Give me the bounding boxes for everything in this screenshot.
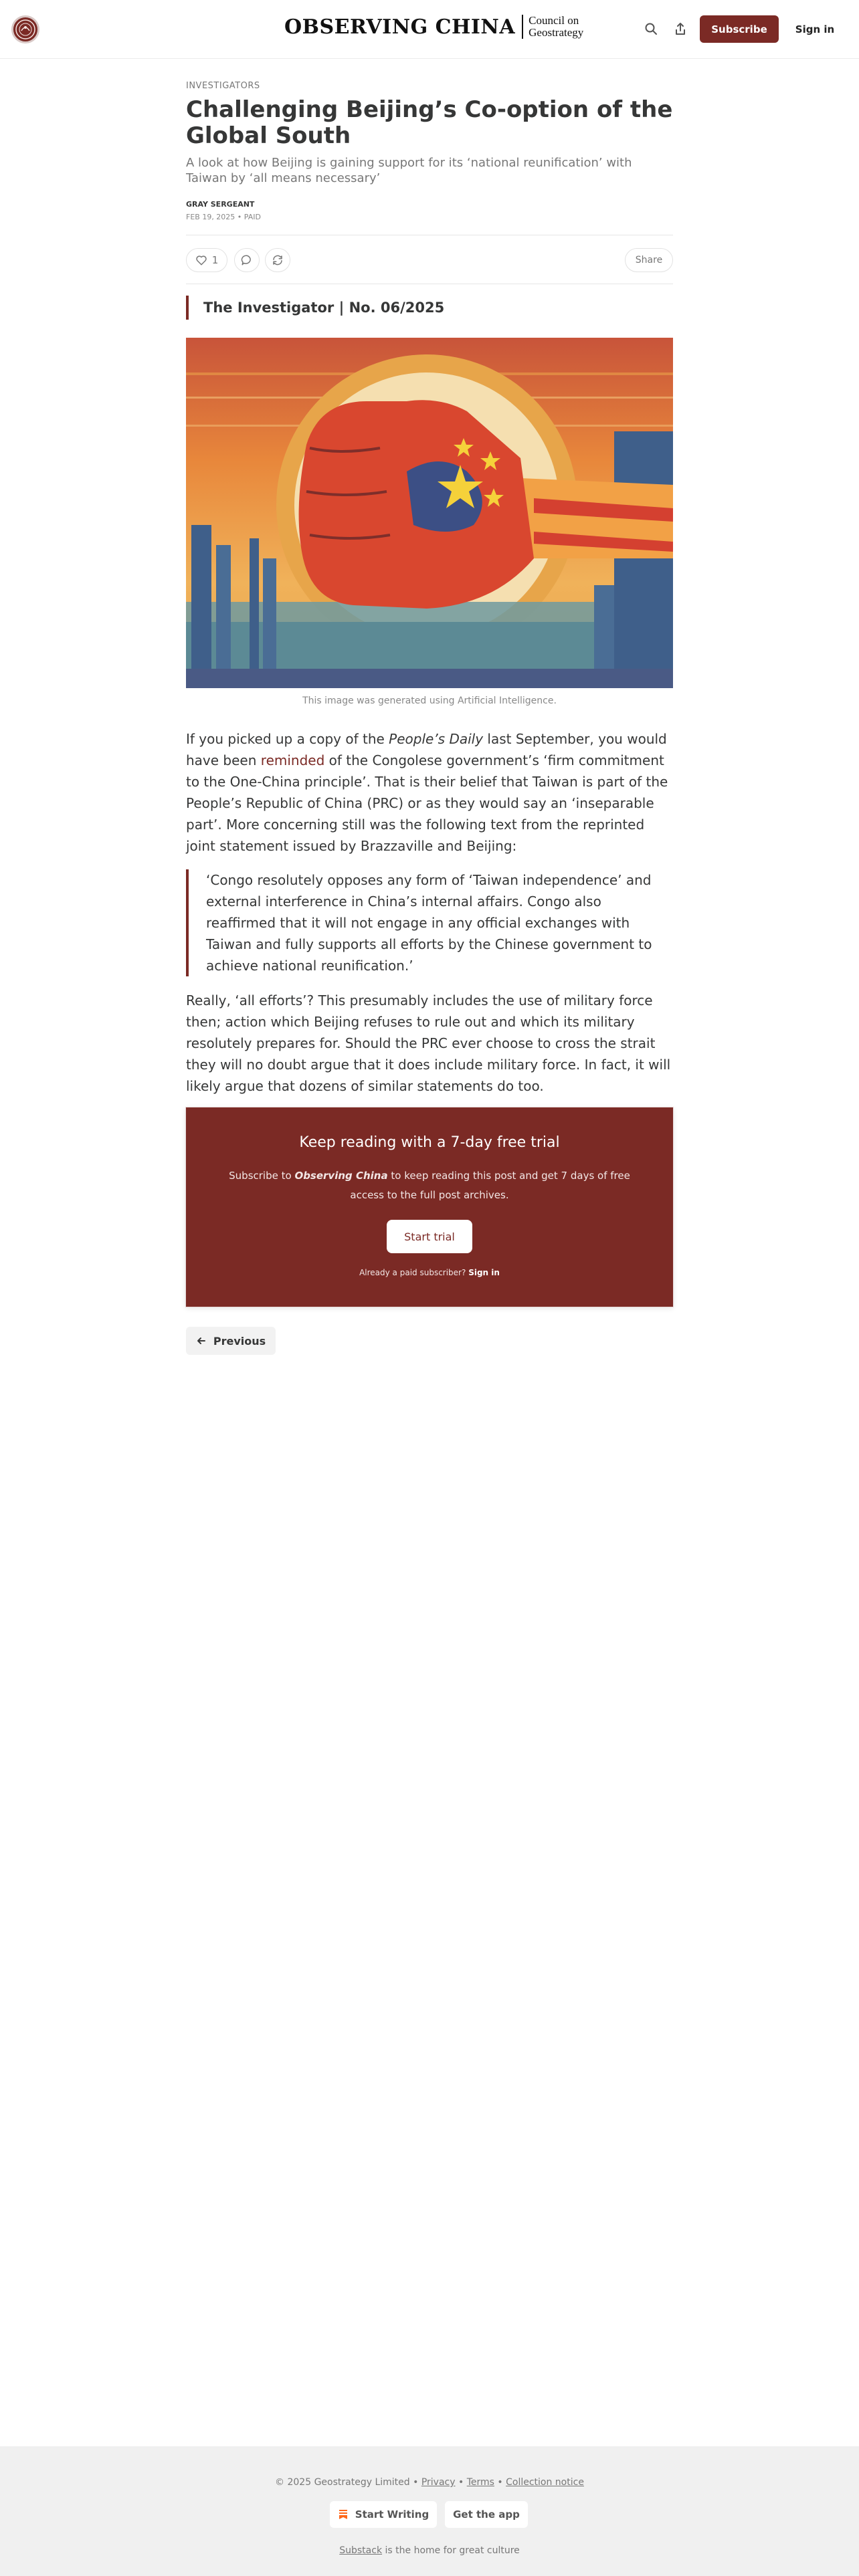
footer-tagline xyxy=(0,2545,859,2556)
footer-links xyxy=(0,2477,859,2488)
restack-button[interactable] xyxy=(265,248,290,272)
emblem-icon xyxy=(13,17,37,41)
masthead[interactable] xyxy=(284,15,583,39)
paywall-title: Keep reading with a 7-day free trial xyxy=(299,1134,560,1151)
top-navigation-bar xyxy=(0,0,859,59)
hero-image[interactable] xyxy=(186,338,673,688)
reminded-link[interactable]: reminded xyxy=(260,752,325,768)
arrow-left-icon xyxy=(196,1335,207,1346)
paragraph-1 xyxy=(186,728,673,857)
author-name[interactable]: GRAY SERGEANT xyxy=(186,200,255,209)
partner-line-1: Council on xyxy=(529,14,579,27)
masthead-divider xyxy=(522,15,523,39)
comment-button[interactable] xyxy=(234,248,260,272)
post-date: FEB 19, 2025 • PAID xyxy=(186,213,261,221)
paragraph-1-part-c: of the Congolese government’s ‘firm commitment to the One-China principle’. That is their belief that Taiwan is part of the People’s Republic of China (PRC) or as they would say an ‘inseparable part’. More concerning still was the following text from the reprinted joint statement issued by Brazzaville and Beijing: xyxy=(186,752,668,854)
paywall-body-a: Subscribe to xyxy=(229,1170,295,1182)
start-trial-button[interactable]: Start trial xyxy=(387,1220,472,1253)
search-icon[interactable] xyxy=(642,20,660,37)
share-icon[interactable] xyxy=(672,20,689,37)
blockquote: ‘Congo resolutely opposes any form of ‘Taiwan independence’ and external interference in China’s internal affairs. Congo also reaffirmed that it will not engage in any official exchanges with Taiwan and fully supports all efforts by the Chinese government to achieve national reunification.’ xyxy=(186,869,673,976)
privacy-link[interactable]: Privacy xyxy=(421,2477,456,2488)
like-button[interactable] xyxy=(186,248,227,272)
partner-name xyxy=(529,15,583,39)
previous-post-button[interactable] xyxy=(186,1327,276,1355)
image-caption: This image was generated using Artificial Intelligence. xyxy=(302,695,557,706)
paid-subscriber-text: Already a paid subscriber? xyxy=(359,1268,469,1277)
sign-in-button[interactable]: Sign in xyxy=(795,23,835,35)
paywall-publication: Observing China xyxy=(294,1170,388,1182)
paywall-body xyxy=(213,1166,646,1205)
footer-separator: • xyxy=(455,2477,467,2488)
like-count: 1 xyxy=(211,254,219,266)
previous-label: Previous xyxy=(213,1334,266,1348)
footer-separator: • xyxy=(494,2477,506,2488)
publication-name: OBSERVING CHINA xyxy=(284,15,516,39)
publication-reference: People’s Daily xyxy=(389,731,484,747)
terms-link[interactable]: Terms xyxy=(466,2477,494,2488)
post-title: Challenging Beijing’s Co-option of the Global South xyxy=(186,96,673,149)
start-writing-button[interactable] xyxy=(330,2501,437,2528)
paragraph-1-part-b: last September, you would have been xyxy=(186,731,667,768)
get-app-button[interactable]: Get the app xyxy=(445,2501,528,2528)
publication-logo[interactable] xyxy=(11,15,39,43)
post-actions-bar xyxy=(186,235,673,284)
share-button[interactable]: Share xyxy=(625,248,673,272)
paywall-body-b: to keep reading this post and get 7 days of free access to the full post archives. xyxy=(350,1170,630,1201)
page-footer xyxy=(0,2446,859,2576)
copyright-text: © 2025 Geostrategy Limited xyxy=(275,2477,410,2488)
partner-line-2: Geostrategy xyxy=(529,26,584,39)
comment-icon xyxy=(241,254,253,266)
start-writing-label: Start Writing xyxy=(355,2508,430,2520)
substack-link[interactable]: Substack xyxy=(339,2545,383,2556)
post-category[interactable]: INVESTIGATORS xyxy=(186,81,260,91)
post-subtitle: A look at how Beijing is gaining support for its ‘national reunification’ with Taiwan by ‘all means necessary’ xyxy=(186,156,632,185)
tagline-text: is the home for great culture xyxy=(382,2545,520,2556)
restack-icon xyxy=(272,254,284,266)
collection-notice-link[interactable]: Collection notice xyxy=(506,2477,584,2488)
series-heading: The Investigator | No. 06/2025 xyxy=(186,296,673,320)
substack-logo-icon xyxy=(338,2509,349,2520)
paragraph-1-part-a: If you picked up a copy of the xyxy=(186,731,389,747)
heart-icon xyxy=(195,254,207,266)
paywall-box xyxy=(186,1107,673,1307)
paywall-footer xyxy=(186,1268,673,1277)
footer-separator: • xyxy=(409,2477,421,2488)
paragraph-2: Really, ‘all efforts’? This presumably includes the use of military force then; action which Beijing refuses to rule out and which its military resolutely prepares for. Should the PRC ever choose to cross the strait they will no doubt argue that it does include military force. In fact, it will likely argue that dozens of similar statements do too. xyxy=(186,992,671,1094)
fist-illustration xyxy=(186,338,673,688)
subscribe-button[interactable]: Subscribe xyxy=(700,15,779,43)
paywall-sign-in-link[interactable]: Sign in xyxy=(468,1268,500,1277)
